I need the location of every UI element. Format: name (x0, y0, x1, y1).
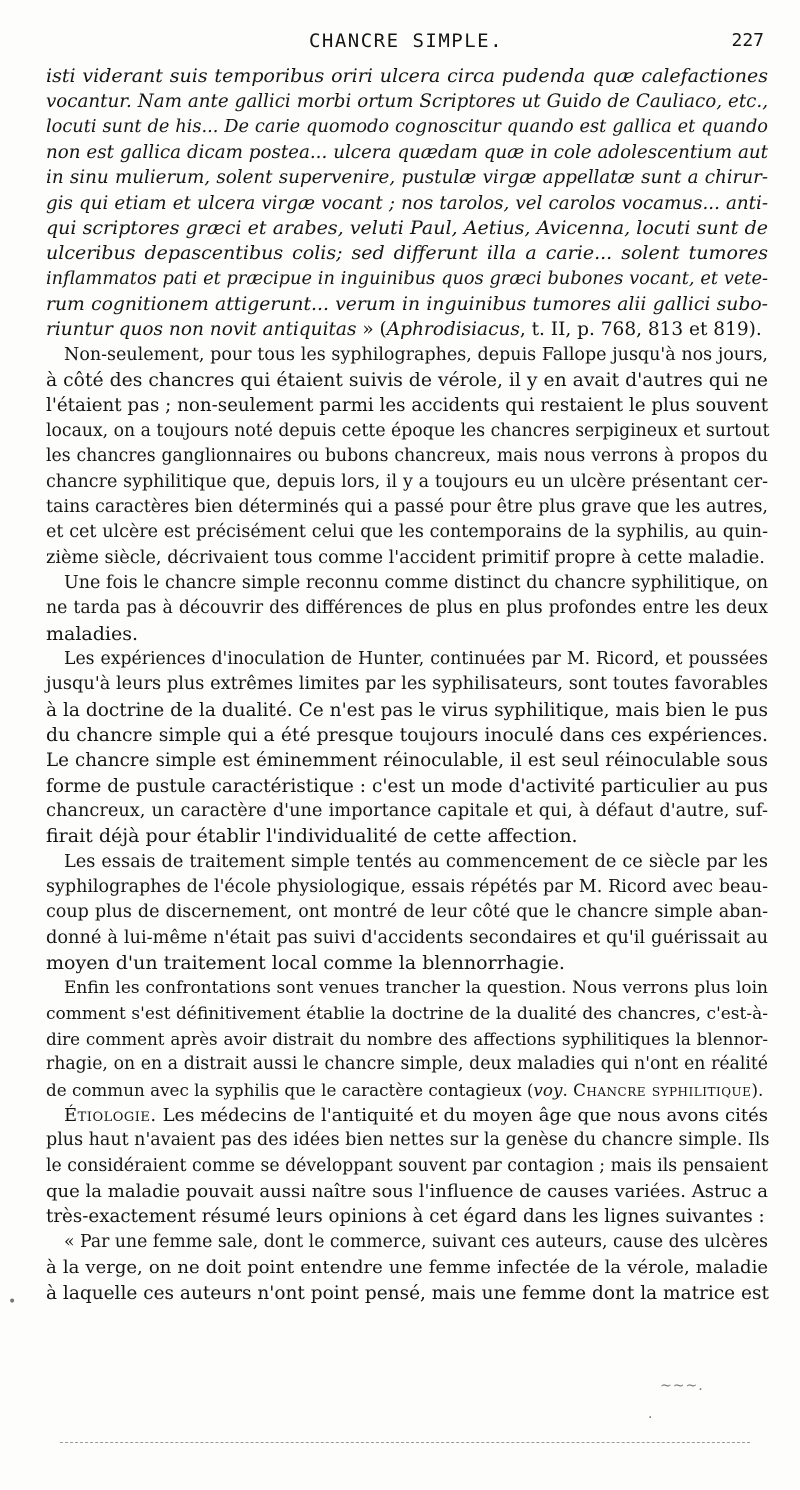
text-line: et cet ulcère est précisément celui que les contemporains de la syphilis, au quin- (46, 522, 768, 543)
text-line: rum cognitionem attigerunt... verum in inguinibus tumores alii gallici subo- (46, 294, 768, 316)
paragraph-3 (46, 647, 768, 850)
text-line: zième siècle, décrivaient tous comme l'accident primitif propre à cette maladie. (46, 547, 765, 568)
paragraph-etiology (46, 1103, 768, 1230)
text-line: vocantur. Nam ante gallici morbi ortum Scriptores ut Guido de Cauliaco, etc., (46, 91, 768, 113)
text-fragment: ). (751, 1079, 764, 1100)
text-line: syphilographes de l'école physiologique, essais répétés par M. Ricord avec beau- (46, 877, 768, 897)
paragraph-1 (46, 343, 768, 571)
text-fragment: de commun avec la syphilis que le caractère contagieux ( (46, 1079, 534, 1100)
text-line: isti viderant suis temporibus oriri ulcera circa pudenda quæ calefactiones (46, 65, 768, 87)
paragraph-5 (46, 976, 768, 1103)
text-line (46, 1078, 768, 1103)
text-line: forme de pustule caractéristique : c'est un mode d'activité particulier au pus (46, 775, 768, 797)
stray-mark: • (8, 1294, 17, 1310)
text-line: locaux, on a toujours noté depuis cette époque les chancres serpigineux et surtout (46, 420, 770, 441)
text-line: ne tarda pas à découvrir des différences de plus en plus profondes entre les deux (46, 598, 768, 619)
page-number: 227 (731, 30, 764, 51)
section-heading: Étiologie. (64, 1105, 157, 1127)
text-line: non est gallica dicam postea... ulcera quædam quæ in cole adolescentium aut (46, 142, 768, 164)
text-line: coup plus de discernement, ont montré de leur côté que le chancre simple aban- (46, 902, 768, 923)
text-line: moyen d'un traitement local comme la blennorrhagie. (46, 952, 565, 975)
text-line: rhagie, on en a distrait aussi le chancre simple, deux maladies qui n'ont en réalité (46, 1054, 768, 1075)
text-line: à la doctrine de la dualité. Ce n'est pas le virus syphilitique, mais bien le pus (46, 699, 768, 721)
paragraph-2 (46, 571, 768, 647)
text-line: inflammatos pati et præcipue in inguinibus quos græci bubones vocant, et vete- (46, 268, 768, 289)
text-line: ulceribus depascentibus colis; sed differunt illa a carie... solent tumores (46, 242, 768, 265)
text-line: chancreux, un caractère d'une importance capitale et qui, à défaut d'autre, suf- (46, 800, 768, 821)
text-line: maladies. (46, 622, 139, 645)
text-line: plus haut n'avaient pas des idées bien nettes sur la genèse du chancre simple. Ils (46, 1130, 770, 1151)
text-line: Enfin les confrontations sont venues trancher la question. Nous verrons plus loin (64, 978, 768, 999)
text-line: à la verge, on ne doit point entendre une femme infectée de la vérole, maladie (46, 1257, 768, 1279)
voy-abbrev: voy (533, 1079, 563, 1100)
text-line: gis qui etiam et ulcera virgæ vocant ; nos tarolos, vel carolos vocamus... anti- (46, 192, 768, 214)
stray-mark: · (648, 1410, 653, 1426)
body-text (46, 64, 768, 1306)
latin-quote (46, 64, 768, 343)
text-line: les chancres ganglionnaires ou bubons chancreux, mais nous verrons à propos du (46, 446, 768, 467)
text-line: Les essais de traitement simple tentés au commencement de ce siècle par les (64, 851, 768, 872)
text-line: Non-seulement, pour tous les syphilographes, depuis Fallope jusqu'à nos jours, (64, 344, 768, 365)
text-line: l'étaient pas ; non-seulement parmi les accidents qui restaient le plus souvent (46, 395, 769, 417)
page-header (48, 30, 764, 56)
text-fragment: Les médecins de l'antiquité et du moyen âge que nous avons cités (156, 1105, 768, 1127)
text-line: tains caractères bien déterminés qui a passé pour être plus grave que les autres, (46, 496, 768, 517)
text-line: Le chancre simple est éminemment réinoculable, il est seul réinoculable sous (46, 750, 768, 772)
text-line: locuti sunt de his... De carie quomodo cognoscitur quando est gallica et quando (46, 116, 768, 137)
text-line: à laquelle ces auteurs n'ont point pensé, mais une femme dont la matrice est (46, 1282, 769, 1304)
text-line: firait déjà pour établir l'individualité de cette affection. (46, 825, 578, 848)
cross-reference: Chancre syphilitique (573, 1079, 752, 1100)
text-line: donné à lui-même n'était pas suivi d'accidents secondaires et qu'il guérissait au (46, 927, 768, 948)
text-line: comment s'est définitivement établie la doctrine de la dualité des chancres, c'est-à- (46, 1003, 768, 1024)
text-fragment: . (562, 1079, 574, 1100)
text-line: « Par une femme sale, dont le commerce, suivant ces auteurs, cause des ulcères (64, 1231, 768, 1252)
page-bottom-rule (60, 1442, 750, 1444)
running-title: CHANCRE SIMPLE. (308, 30, 504, 52)
text-line: très-exactement résumé leurs opinions à cet égard dans les lignes suivantes : (46, 1206, 765, 1228)
quote-end-italic: riuntur quos non novit antiquitas (46, 319, 357, 341)
stray-mark: ~~~. (660, 1378, 704, 1394)
text-line (46, 1103, 768, 1128)
citation-line (46, 317, 768, 342)
paragraph-4 (46, 850, 768, 977)
close-quote: » ( (356, 319, 387, 341)
paragraph-quotation (46, 1230, 768, 1306)
text-line: jusqu'à leurs plus extrêmes limites par les syphilisateurs, sont toutes favorables (46, 674, 768, 695)
text-line: qui scriptores græci et arabes, veluti Paul, Aetius, Avicenna, locuti sunt de (46, 217, 768, 240)
text-line: Une fois le chancre simple reconnu comme distinct du chancre syphilitique, on (64, 572, 768, 593)
citation-title: Aphrodisiacus (386, 319, 520, 341)
text-line: Les expériences d'inoculation de Hunter, continuées par M. Ricord, et poussées (64, 648, 768, 669)
text-line: chancre syphilitique que, depuis lors, il y a toujours eu un ulcère présentant cer- (46, 471, 768, 492)
text-line: dire comment après avoir distrait du nombre des affections syphilitiques la blennor- (46, 1029, 768, 1050)
text-line: à côté des chancres qui étaient suivis de vérole, il y en avait d'autres qui ne (46, 370, 768, 392)
text-line: in sinu mulierum, solent supervenire, pustulæ virgæ appellatæ sunt a chirur- (46, 167, 768, 189)
text-line: du chancre simple qui a été presque toujours inoculé dans ces expériences. (46, 724, 768, 746)
text-line: le considéraient comme se développant souvent par contagion ; mais ils pensaient (46, 1155, 768, 1176)
citation-reference: , t. II, p. 768, 813 et 819). (519, 319, 762, 341)
text-line: que la maladie pouvait aussi naître sous l'influence de causes variées. Astruc a (46, 1181, 768, 1203)
